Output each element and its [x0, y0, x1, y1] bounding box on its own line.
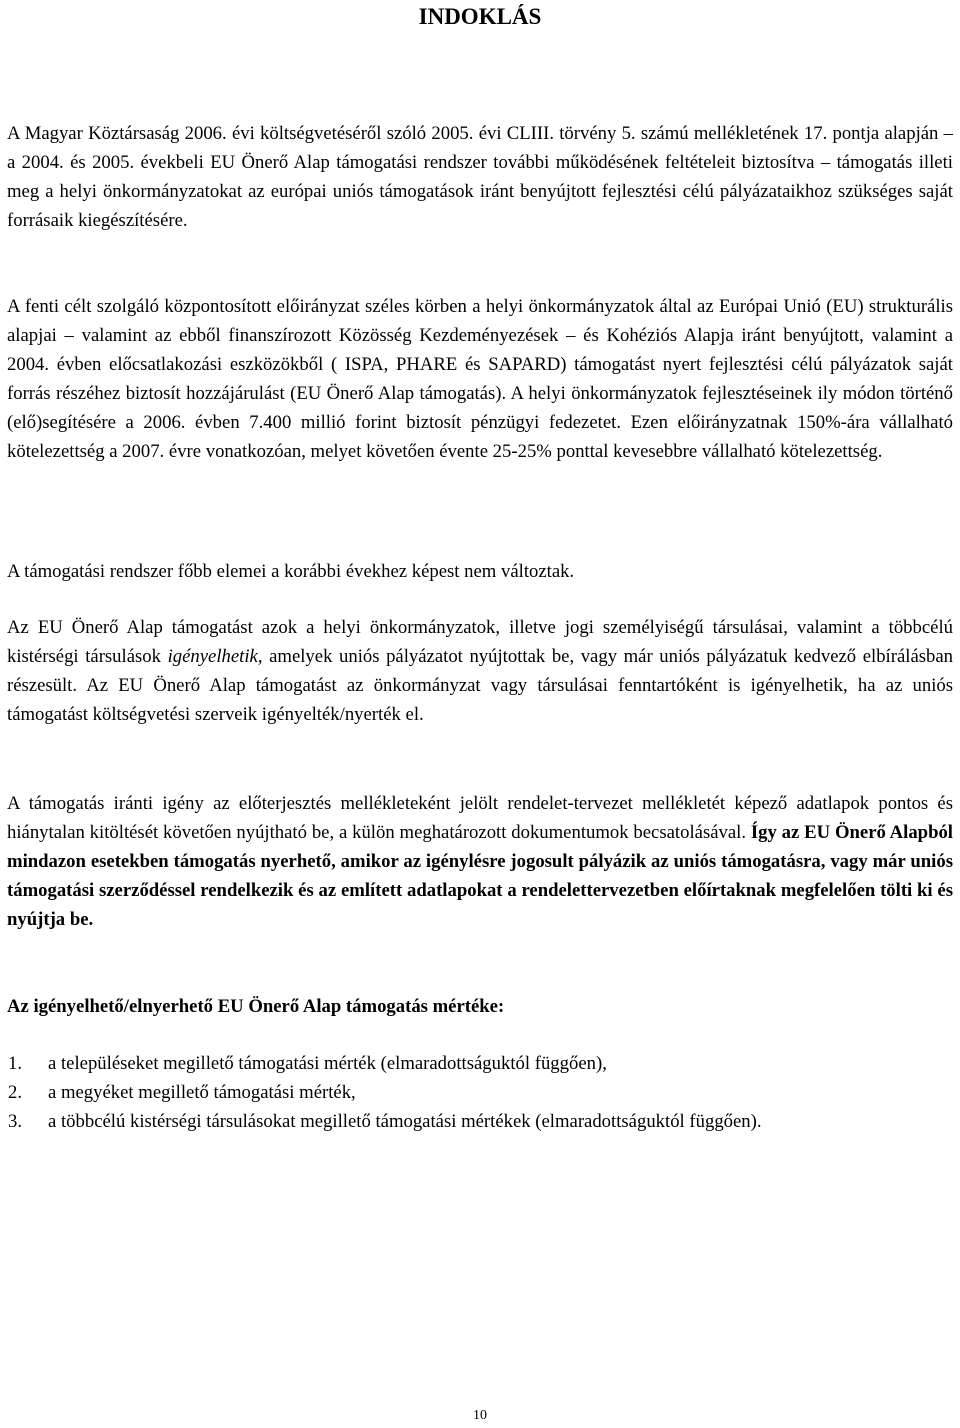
list-item-number: 2. [8, 1082, 23, 1103]
paragraph-no-change: A támogatási rendszer főbb elemei a korábbi évekhez képest nem változtak. [7, 561, 575, 582]
support-rate-list [7, 1049, 953, 1136]
list-item-text: a településeket megillető támogatási mérték (elmaradottságuktól függően), [48, 1053, 607, 1074]
paragraph-eligibility-text-a: Az EU Önerő Alap támogatást azok a helyi önkormányzatok, illetve jogi személyiségű társulásai, valamint a többcélú kistérségi társulások [7, 617, 953, 667]
page-number: 10 [473, 1408, 487, 1423]
list-item [7, 1049, 953, 1078]
paragraph-application-text: A támogatás iránti igény az előterjesztés mellékleteként jelölt rendelet-tervezet mellékletét képező adatlapok pontos és hiánytalan kitöltését követően nyújtható be, a külön meghatározott dokumentumok becsatolásával. [7, 793, 953, 843]
list-item-text: a többcélú kistérségi társulásokat megillető támogatási mértékek (elmaradottságuktól függően). [48, 1111, 762, 1132]
list-item [7, 1078, 953, 1107]
list-item [7, 1107, 953, 1136]
paragraph-legal-basis: A Magyar Köztársaság 2006. évi költségvetéséről szóló 2005. évi CLIII. törvény 5. számú mellékletének 17. pontja alapján – a 2004. és 2005. évekbeli EU Önerő Alap támogatási rendszer további működésének feltételeit biztosítva – támogatás illeti meg a helyi önkormányzatokat az európai uniós támogatások iránt benyújtott fejlesztési célú pályázataikhoz szükséges saját forrásaik kiegészítésére. [7, 123, 953, 231]
list-item-text: a megyéket megillető támogatási mérték, [48, 1082, 356, 1103]
paragraph-eligibility [7, 613, 953, 729]
paragraph-eligibility-text-b: , amelyek uniós pályázatot nyújtottak be, vagy már uniós pályázatuk kedvező elbírálásban részesült. Az EU Önerő Alap támogatást az önkormányzat vagy társulásai fenntartóként is igényelhetik, ha az uniós támogatást költségvetési szerveik igényelték/nyerték el. [7, 646, 953, 725]
list-item-number: 3. [8, 1111, 23, 1132]
paragraph-central-appropriation: A fenti célt szolgáló központosított előirányzat széles körben a helyi önkormányzatok által az Európai Unió (EU) strukturális alapjai – valamint az ebből finanszírozott Közösség Kezdeményezések – és Kohéziós Alapja iránt benyújtott, valamint a 2004. évben előcsatlakozási eszközökből ( ISPA, PHARE és SAPARD) támogatást nyert fejlesztési célú pályázatok saját forrás részéhez biztosít hozzájárulást (EU Önerő Alap támogatás). A helyi önkormányzatok fejlesztéseinek ily módon történő (elő)segítésére a 2006. évben 7.400 millió forint biztosít pénzügyi fedezetet. Ezen előirányzatnak 150%-ára vállalható kötelezettség a 2007. évre vonatkozóan, melyet követően évente 25-25% ponttal kevesebbre vállalható kötelezettség. [7, 296, 953, 462]
paragraph-application-bold: Így az EU Önerő Alapból mindazon esetekben támogatás nyerhető, amikor az igénylésre jogosult pályázik az uniós támogatásra, vagy már uniós támogatási szerződéssel rendelkezik és az említett adatlapokat a rendelettervezetben előírtaknak megfelelően tölti ki és nyújtja be. [7, 822, 954, 930]
list-item-number: 1. [8, 1053, 23, 1074]
page-title: INDOKLÁS [418, 4, 542, 29]
section-heading-support-rate: Az igényelhető/elnyerhető EU Önerő Alap támogatás mértéke: [7, 996, 505, 1017]
paragraph-application [7, 789, 953, 934]
paragraph-eligibility-emphasis: igényelhetik [167, 646, 258, 667]
